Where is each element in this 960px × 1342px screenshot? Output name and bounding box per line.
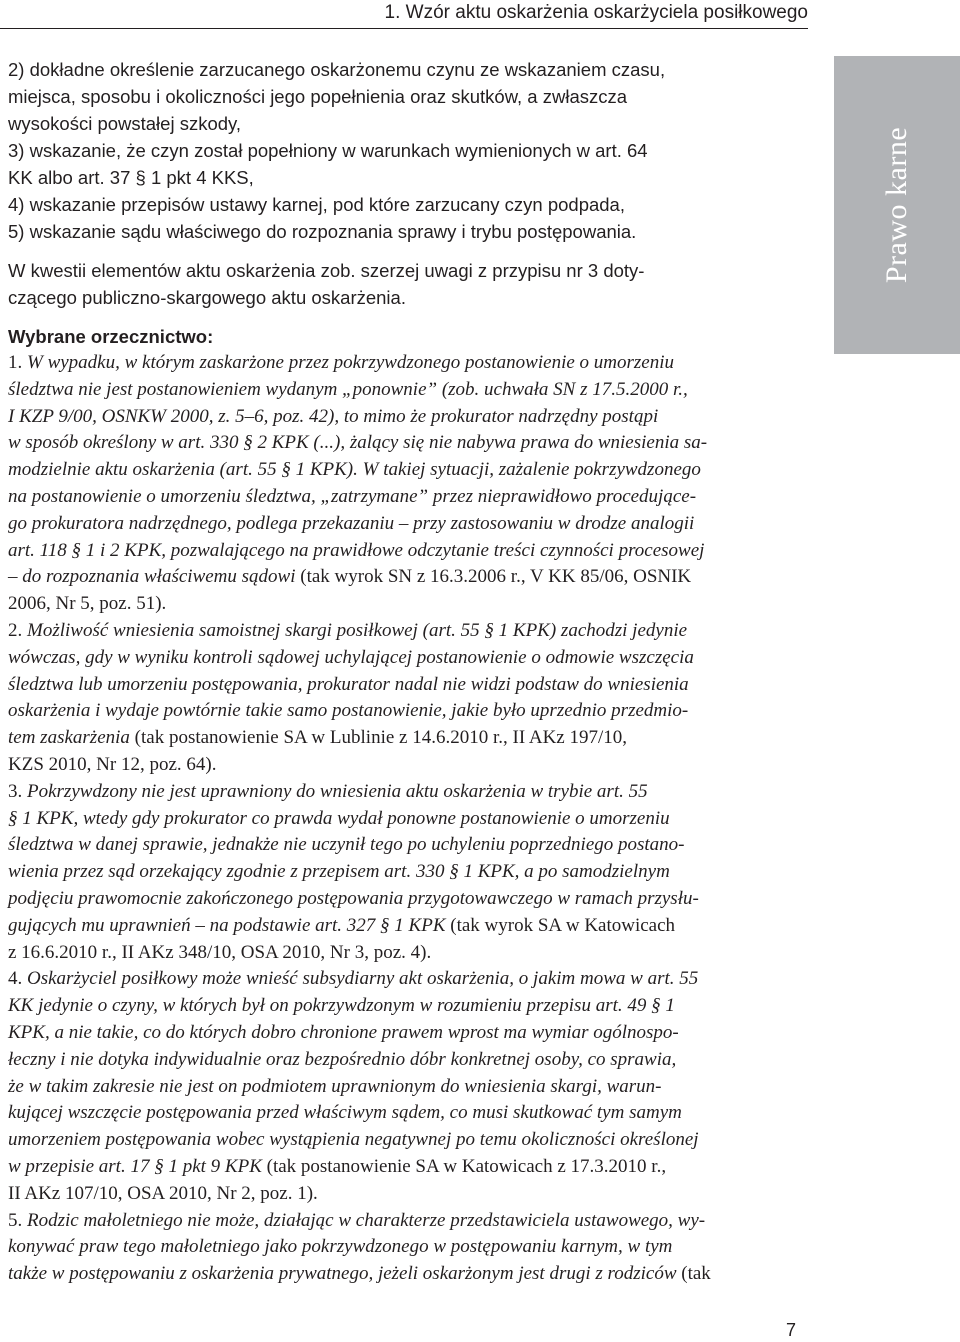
case-law-line — [8, 832, 804, 859]
list-line: miejsca, sposobu i okoliczności jego popełnienia oraz skutków, a zwłaszcza — [8, 86, 628, 107]
case-law-line — [8, 752, 804, 779]
case-law-quote-segment: na postanowienie o umorzeniu śledztwa, „zatrzymane” przez nieprawidłowo procedujące- — [8, 485, 697, 507]
case-law-quote-segment: śledztwa w danej sprawie, jednakże nie uczynił tego po uchyleniu poprzedniego postano- — [8, 834, 685, 856]
case-law-citation-segment: (tak wyrok SN z 16.3.2006 r., V KK 85/06, OSNIK — [295, 566, 692, 588]
case-law-quote-segment: śledztwa lub umorzeniu postępowania, prokurator nadal nie widzi podstaw do wniesienia — [8, 673, 689, 695]
case-law-quote-segment: Możliwość wniesienia samoistnej skargi posiłkowej (art. 55 § 1 KPK) zachodzi jedynie — [27, 619, 688, 641]
case-law-line — [8, 940, 804, 967]
case-law-quote-segment: gujących mu uprawnień – na podstawie art. 327 § 1 KPK — [8, 914, 446, 936]
case-law-line — [8, 993, 804, 1020]
case-law-quote-segment: Pokrzywdzony nie jest uprawniony do wniesienia aktu oskarżenia w trybie art. 55 — [27, 780, 648, 802]
list-line: 5) wskazanie sądu właściwego do rozpoznania sprawy i trybu postępowania. — [8, 221, 637, 242]
case-law-line — [8, 1127, 804, 1154]
case-law-quote-segment: KPK, a nie takie, co do których dobro chronione prawem wprost ma wymiar ogólnospo- — [8, 1021, 679, 1043]
case-law-citation-segment: 2006, Nr 5, poz. 51). — [8, 593, 167, 615]
case-law-line — [8, 538, 804, 565]
case-law-line — [8, 913, 804, 940]
case-law-quote-segment: – do rozpoznania właściwemu sądowi — [8, 566, 296, 588]
case-law-line — [8, 1261, 804, 1288]
page-number: 7 — [786, 1320, 797, 1340]
case-law-quote-segment: oskarżenia i wydaje powtórnie takie samo postanowienie, jakie było uprzednio przedmio- — [8, 700, 689, 722]
list-line: 4) wskazanie przepisów ustawy karnej, pod które zarzucany czyn podpada, — [8, 194, 625, 215]
case-law-citation-segment: (tak postanowienie SA w Lublinie z 14.6.2010 r., II AKz 197/10, — [129, 727, 628, 749]
case-law-line — [8, 457, 804, 484]
requirements-list — [8, 56, 804, 245]
case-law-line — [8, 564, 804, 591]
case-law-citation-segment: (tak wyrok SA w Katowicach — [445, 914, 676, 936]
case-law-line — [8, 698, 804, 725]
case-law-citation-segment: (tak postanowienie SA w Katowicach z 17.3.2010 r., — [261, 1155, 667, 1177]
case-law-line — [8, 1208, 804, 1235]
case-law-quote-segment: Rodzic małoletniego nie może, działając w charakterze przedstawiciela ustawowego, wy- — [27, 1209, 706, 1231]
list-line: KK albo art. 37 § 1 pkt 4 KKS, — [8, 167, 254, 188]
case-law-line — [8, 806, 804, 833]
case-law-citation-segment: z 16.6.2010 r., II AKz 348/10, OSA 2010, Nr 3, poz. 4). — [8, 941, 432, 963]
case-law-line — [8, 484, 804, 511]
running-header — [0, 0, 808, 29]
case-law-quote-segment: wówczas, gdy w wyniku kontroli sądowej uchylającej postanowienie o odmowie wszczęcia — [8, 646, 694, 668]
case-law-line — [8, 1074, 804, 1101]
case-law-citation-segment: II AKz 107/10, OSA 2010, Nr 2, poz. 1). — [8, 1182, 318, 1204]
case-law-quote-segment: wienia przez sąd orzekający zgodnie z przepisem art. 330 § 1 KPK, a po samodzielnym — [8, 861, 670, 883]
case-law-quote-segment: modzielnie aktu oskarżenia (art. 55 § 1 KPK). W takiej sytuacji, zażalenie pokrzywdzonego — [8, 459, 701, 481]
case-law-citation-segment: 2. — [8, 619, 27, 641]
case-law-quote-segment: tem zaskarżenia — [8, 727, 130, 749]
case-law-quote-segment: łeczny i nie dotyka indywidualnie oraz bezpośrednio dóbr konkretnej osoby, co sprawia, — [8, 1048, 677, 1070]
case-law-quote-segment: W wypadku, w którym zaskarżone przez pokrzywdzonego postanowienie o umorzeniu — [27, 352, 675, 373]
case-law-line — [8, 350, 804, 377]
case-law-line — [8, 779, 804, 806]
note-paragraph — [8, 257, 804, 311]
note-line: czącego publiczno-skargowego aktu oskarżenia. — [8, 287, 406, 308]
case-law-quote-segment: I KZP 9/00, OSNKW 2000, z. 5–6, poz. 42), to mimo że prokurator nadrzędny postąpi — [8, 405, 659, 427]
case-law-line — [8, 511, 804, 538]
case-law-line — [8, 725, 804, 752]
case-law-citation-segment: 4. — [8, 968, 27, 990]
case-law-line — [8, 618, 804, 645]
case-law-quote-segment: w sposób określony w art. 330 § 2 KPK (...), żalący się nie nabywa prawa do wniesienia sa- — [8, 432, 708, 454]
case-law-quote-segment: że w takim zakresie nie jest on podmiotem uprawnionym do wniesienia skargi, warun- — [8, 1075, 662, 1097]
case-law-quote-segment: Oskarżyciel posiłkowy może wnieść subsydiarny akt oskarżenia, o jakim mowa w art. 55 — [27, 968, 699, 990]
case-law-quote-segment: podjęciu prawomocnie zakończonego postępowania przygotowawczego w ramach przysłu- — [8, 887, 699, 909]
case-law-quote-segment: KK jedynie o czyny, w których był on pokrzywdzonym w rozumieniu przepisu art. 49 § 1 — [8, 995, 675, 1017]
case-law-quote-segment: kującej wszczęcie postępowania przed właściwym sądem, co musi skutkować tym samym — [8, 1102, 682, 1124]
section-side-tab — [834, 56, 960, 354]
case-law-quote-segment: śledztwa nie jest postanowieniem wydanym „ponownie” (zob. uchwała SN z 17.5.2000 r., — [8, 378, 688, 400]
case-law-line — [8, 1020, 804, 1047]
note-line: W kwestii elementów aktu oskarżenia zob. szerzej uwagi z przypisu nr 3 doty- — [8, 260, 645, 281]
case-law-citation-segment: 5. — [8, 1209, 27, 1231]
case-law-line — [8, 672, 804, 699]
case-law-quote-segment: § 1 KPK, wtedy gdy prokurator co prawda wydał ponowne postanowienie o umorzeniu — [8, 807, 670, 829]
case-law-quote-segment: go prokuratora nadrzędnego, podlega przekazaniu – przy zastosowaniu w drodze analogii — [8, 512, 695, 534]
case-law-heading: Wybrane orzecznictwo: — [8, 326, 214, 347]
case-law-quote-segment: art. 118 § 1 i 2 KPK, pozwalającego na prawidłowe odczytanie treści czynności procesowej — [8, 539, 705, 561]
case-law-quote-segment: konywać praw tego małoletniego jako pokrzywdzonego w postępowaniu karnym, w tym — [8, 1236, 673, 1258]
main-text-column — [8, 56, 804, 1288]
case-law-line — [8, 591, 804, 618]
case-law-body — [8, 350, 804, 1288]
case-law-line — [8, 886, 804, 913]
case-law-line — [8, 1154, 804, 1181]
case-law-line — [8, 966, 804, 993]
case-law-quote-segment: umorzeniem postępowania wobec wystąpienia negatywnej po temu okoliczności określonej — [8, 1129, 699, 1151]
running-header-title: 1. Wzór aktu oskarżenia oskarżyciela posiłkowego — [384, 2, 808, 23]
case-law-citation-segment: (tak — [676, 1263, 711, 1285]
case-law-line — [8, 1047, 804, 1074]
side-tab-label: Prawo karne — [880, 126, 913, 284]
case-law-citation-segment: 3. — [8, 780, 27, 802]
case-law-line — [8, 1234, 804, 1261]
case-law-quote-segment: także w postępowaniu z oskarżenia prywatnego, jeżeli oskarżonym jest drugi z rodziców — [8, 1263, 677, 1285]
case-law-quote-segment: w przepisie art. 17 § 1 pkt 9 KPK — [8, 1155, 262, 1177]
case-law-line — [8, 1181, 804, 1208]
list-line: 3) wskazanie, że czyn został popełniony w warunkach wymienionych w art. 64 — [8, 140, 648, 161]
case-law-citation-segment: 1. — [8, 352, 27, 373]
case-law-line — [8, 859, 804, 886]
case-law-citation-segment: KZS 2010, Nr 12, poz. 64). — [8, 753, 217, 775]
case-law-line — [8, 404, 804, 431]
case-law-line — [8, 430, 804, 457]
case-law-line — [8, 645, 804, 672]
case-law-line — [8, 1100, 804, 1127]
list-line: wysokości powstałej szkody, — [8, 113, 242, 134]
list-line: 2) dokładne określenie zarzucanego oskarżonemu czynu ze wskazaniem czasu, — [8, 59, 666, 80]
case-law-line — [8, 377, 804, 404]
